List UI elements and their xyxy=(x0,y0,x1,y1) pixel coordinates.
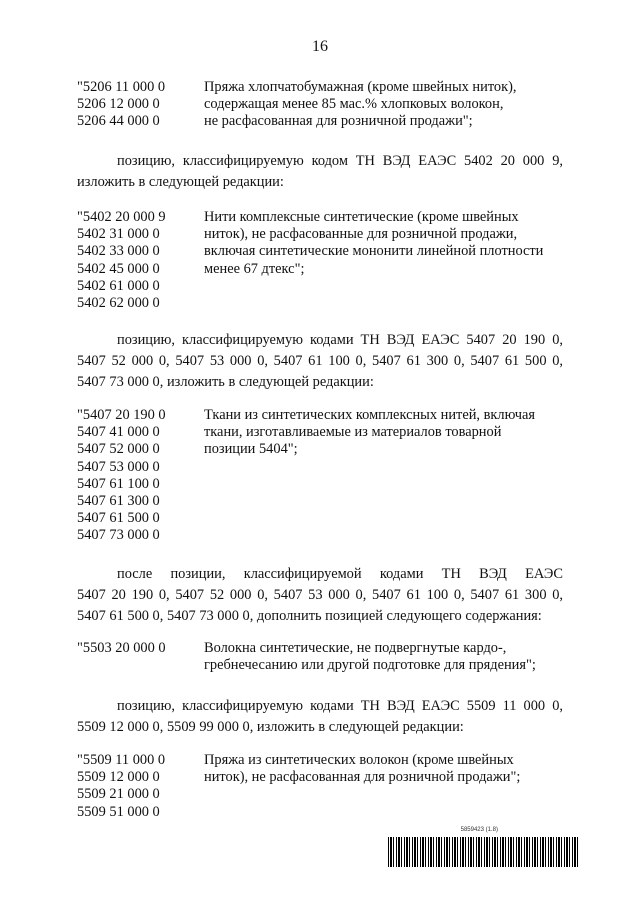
code-column xyxy=(77,640,202,657)
code-line: 5402 31 000 0 xyxy=(77,226,160,243)
code-line: 5402 61 000 0 xyxy=(77,277,160,294)
code-line: 5407 41 000 0 xyxy=(77,424,160,441)
description-line: Пряжа хлопчатобумажная (кроме швейных ниток), xyxy=(204,79,517,95)
paragraph-line: 5407 61 500 0, 5407 73 000 0, дополнить позицией следующего содержания: xyxy=(77,608,542,624)
code-line: "5206 11 000 0 xyxy=(77,79,166,95)
page-number: 16 xyxy=(312,38,328,55)
code-line: "5407 20 190 0 xyxy=(77,407,166,423)
description-column xyxy=(204,209,564,278)
code-line: 5509 21 000 0 xyxy=(77,786,160,803)
code-column xyxy=(77,79,202,131)
description-line: гребнечесанию или другой подготовке для прядения"; xyxy=(204,657,536,674)
code-line: "5509 11 000 0 xyxy=(77,752,166,768)
description-line: содержащая менее 85 мас.% хлопковых волокон, xyxy=(204,96,504,113)
instruction-paragraph xyxy=(77,564,563,627)
description-line: Пряжа из синтетических волокон (кроме швейных xyxy=(204,752,514,768)
paragraph-line: 5407 52 000 0, 5407 53 000 0, 5407 61 100 0, 5407 61 300 0, 5407 61 500 0, xyxy=(77,353,563,369)
instruction-paragraph xyxy=(77,696,563,738)
code-line: 5509 51 000 0 xyxy=(77,803,160,820)
description-column xyxy=(204,752,564,786)
code-line: 5407 61 300 0 xyxy=(77,493,160,510)
description-line: Волокна синтетические, не подвергнутые кардо-, xyxy=(204,640,507,656)
code-column xyxy=(77,407,202,545)
code-column xyxy=(77,209,202,312)
paragraph-line: позицию, классифицируемую кодом ТН ВЭД ЕАЭС 5402 20 000 9, xyxy=(117,153,563,169)
code-column xyxy=(77,752,202,821)
instruction-paragraph xyxy=(77,151,563,193)
code-line: "5503 20 000 0 xyxy=(77,640,166,656)
code-line: 5402 62 000 0 xyxy=(77,295,160,312)
description-line: не расфасованная для розничной продажи"; xyxy=(204,113,473,130)
paragraph-line: позицию, классифицируемую кодами ТН ВЭД ЕАЭС 5407 20 190 0, xyxy=(117,332,563,348)
description-line: менее 67 дтекс"; xyxy=(204,260,305,277)
paragraph-line: после позиции, классифицируемой кодами ТН ВЭД ЕАЭС xyxy=(117,566,563,582)
description-line: включая синтетические мононити линейной плотности xyxy=(204,243,544,260)
barcode-label: 5859423 (1.8) xyxy=(460,827,498,833)
code-line: 5206 12 000 0 xyxy=(77,96,160,113)
code-line: 5509 12 000 0 xyxy=(77,769,160,786)
code-line: 5407 52 000 0 xyxy=(77,441,160,458)
barcode-image xyxy=(388,837,578,867)
code-line: 5206 44 000 0 xyxy=(77,113,160,130)
code-line: 5407 73 000 0 xyxy=(77,527,160,544)
description-line: ниток), не расфасованные для розничной продажи, xyxy=(204,226,518,243)
description-line: Ткани из синтетических комплексных нитей, включая xyxy=(204,407,536,423)
description-column xyxy=(204,407,564,459)
code-line: 5407 61 500 0 xyxy=(77,510,160,527)
code-line: 5407 61 100 0 xyxy=(77,475,160,492)
code-line: 5402 45 000 0 xyxy=(77,260,160,277)
description-line: Нити комплексные синтетические (кроме швейных xyxy=(204,209,519,225)
paragraph-line: 5407 73 000 0, изложить в следующей редакции: xyxy=(77,374,374,390)
description-column xyxy=(204,640,564,674)
paragraph-line: 5509 12 000 0, 5509 99 000 0, изложить в следующей редакции: xyxy=(77,719,464,735)
description-column xyxy=(204,79,564,131)
description-line: ткани, изготавливаемые из материалов товарной xyxy=(204,424,502,441)
instruction-paragraph xyxy=(77,330,563,393)
code-line: "5402 20 000 9 xyxy=(77,209,166,225)
paragraph-line: позицию, классифицируемую кодами ТН ВЭД ЕАЭС 5509 11 000 0, xyxy=(117,698,563,714)
code-line: 5407 53 000 0 xyxy=(77,458,160,475)
barcode-block xyxy=(388,827,578,867)
description-line: позиции 5404"; xyxy=(204,441,298,458)
code-line: 5402 33 000 0 xyxy=(77,243,160,260)
paragraph-line: изложить в следующей редакции: xyxy=(77,174,284,190)
description-line: ниток), не расфасованная для розничной продажи"; xyxy=(204,769,521,786)
paragraph-line: 5407 20 190 0, 5407 52 000 0, 5407 53 000 0, 5407 61 100 0, 5407 61 300 0, xyxy=(77,587,563,603)
